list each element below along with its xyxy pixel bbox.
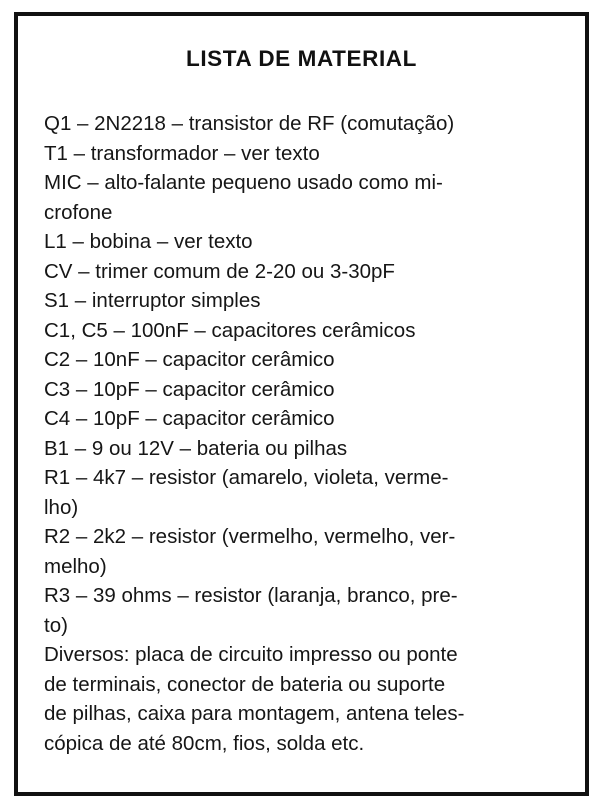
list-line: R3 – 39 ohms – resistor (laranja, branco, pre-: [44, 584, 458, 607]
list-title: LISTA DE MATERIAL: [185, 46, 417, 71]
list-line: Diversos: placa de circuito impresso ou ponte: [44, 643, 458, 666]
list-line: C2 – 10nF – capacitor cerâmico: [44, 348, 335, 371]
list-line: R1 – 4k7 – resistor (amarelo, violeta, verme-: [44, 466, 449, 489]
list-line: C3 – 10pF – capacitor cerâmico: [44, 377, 335, 401]
material-lines: [44, 109, 575, 758]
list-line: S1 – interruptor simples: [44, 289, 261, 312]
list-line: de pilhas, caixa para montagem, antena teles-: [44, 702, 465, 725]
list-line: Q1 – 2N2218 – transistor de RF (comutação): [44, 112, 455, 135]
list-line: lho): [44, 495, 79, 519]
list-line: R2 – 2k2 – resistor (vermelho, vermelho, ver-: [44, 525, 456, 548]
list-line: B1 – 9 ou 12V – bateria ou pilhas: [44, 436, 348, 460]
list-line: L1 – bobina – ver texto: [44, 230, 253, 253]
material-list-box: [14, 12, 589, 796]
list-line: cópica de até 80cm, fios, solda etc.: [44, 731, 365, 755]
list-line: C1, C5 – 100nF – capacitores cerâmicos: [44, 318, 416, 342]
list-line: CV – trimer comum de 2-20 ou 3-30pF: [44, 259, 395, 283]
list-line: MIC – alto-falante pequeno usado como mi-: [44, 171, 443, 194]
list-line: crofone: [44, 200, 113, 224]
list-line: to): [44, 613, 68, 637]
list-line: de terminais, conector de bateria ou suporte: [44, 672, 446, 696]
list-line: C4 – 10pF – capacitor cerâmico: [44, 407, 335, 430]
list-line: T1 – transformador – ver texto: [44, 141, 320, 165]
list-line: melho): [44, 554, 107, 578]
